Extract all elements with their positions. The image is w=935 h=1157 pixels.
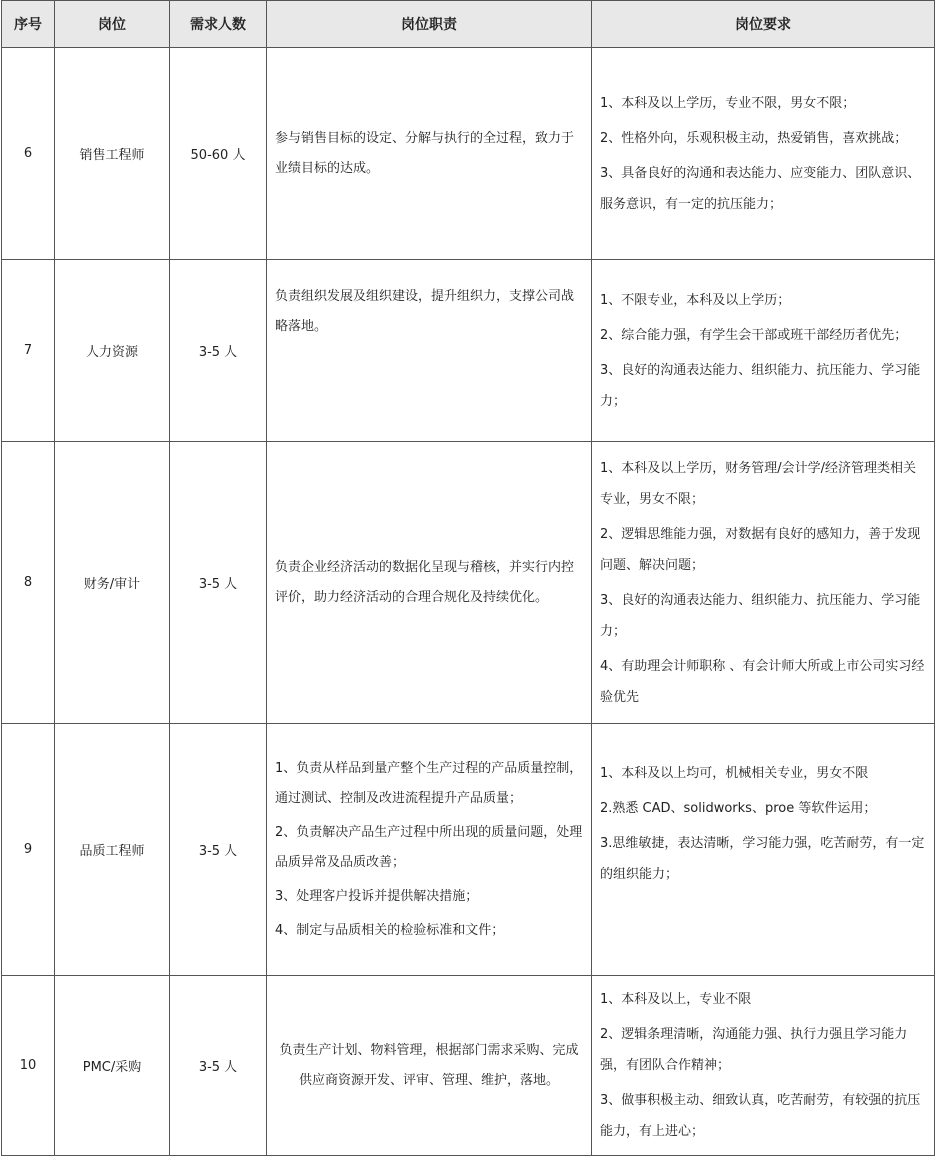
requirement-item: 3、做事积极主动、细致认真，吃苦耐劳，有较强的抗压能力，有上进心；	[600, 1093, 921, 1139]
row-duties	[267, 260, 592, 442]
duty-item: 3、处理客户投诉并提供解决措施；	[275, 888, 479, 904]
row-position: 财务/审计	[55, 442, 170, 724]
row-headcount: 50-60 人	[170, 48, 267, 260]
job-table	[1, 0, 935, 1156]
requirement-item: 2、性格外向，乐观积极主动，热爱销售，喜欢挑战；	[600, 130, 908, 146]
requirement-item: 1、本科及以上学历，财务管理/会计学/经济管理类相关专业，男女不限；	[600, 460, 917, 507]
requirement-item: 2、逻辑条理清晰，沟通能力强、执行力强且学习能力强，有团队合作精神；	[600, 1027, 908, 1073]
requirement-item: 1、本科及以上，专业不限	[600, 992, 752, 1007]
header-position: 岗位	[55, 1, 170, 48]
row-duties	[267, 976, 592, 1156]
requirement-item: 1、不限专业，本科及以上学历；	[600, 292, 791, 308]
row-position: 品质工程师	[55, 724, 170, 976]
row-requirements	[592, 976, 935, 1156]
requirement-item: 4、有助理会计师职称 、有会计师大所或上市公司实习经验优先	[600, 658, 925, 705]
row-requirements	[592, 260, 935, 442]
row-no: 7	[2, 260, 55, 442]
table-header-row	[2, 1, 935, 48]
header-headcount: 需求人数	[170, 1, 267, 48]
duty-text: 负责组织发展及组织建设，提升组织力，支撑公司战略落地。	[275, 289, 575, 334]
row-headcount: 3-5 人	[170, 724, 267, 976]
header-no: 序号	[2, 1, 55, 48]
row-headcount: 3-5 人	[170, 442, 267, 724]
row-headcount: 3-5 人	[170, 976, 267, 1156]
row-requirements	[592, 48, 935, 260]
row-headcount: 3-5 人	[170, 260, 267, 442]
header-requirements: 岗位要求	[592, 1, 935, 48]
row-duties	[267, 442, 592, 724]
row-requirements	[592, 442, 935, 724]
requirement-item: 3、良好的沟通表达能力、组织能力、抗压能力、学习能力；	[600, 362, 921, 409]
row-duties	[267, 724, 592, 976]
requirement-item: 3、具备良好的沟通和表达能力、应变能力、团队意识、服务意识，有一定的抗压能力；	[600, 165, 921, 212]
row-no: 9	[2, 724, 55, 976]
row-position: 人力资源	[55, 260, 170, 442]
row-no: 10	[2, 976, 55, 1156]
requirement-item: 1、本科及以上均可，机械相关专业，男女不限	[600, 766, 869, 781]
row-requirements	[592, 724, 935, 976]
table-row	[2, 442, 935, 724]
duty-text: 负责企业经济活动的数据化呈现与稽核，并实行内控评价，助力经济活动的合理合规化及持续优化。	[275, 559, 575, 605]
table-row	[2, 976, 935, 1156]
row-position: 销售工程师	[55, 48, 170, 260]
requirement-item: 2、综合能力强，有学生会干部或班干部经历者优先；	[600, 327, 908, 343]
requirement-item: 2.熟悉 CAD、solidworks、proe 等软件运用；	[600, 801, 877, 816]
table-row	[2, 260, 935, 442]
requirement-item: 3.思维敏捷，表达清晰，学习能力强，吃苦耐劳，有一定的组织能力；	[600, 836, 925, 882]
table-row	[2, 48, 935, 260]
requirement-item: 3、良好的沟通表达能力、组织能力、抗压能力、学习能力；	[600, 592, 921, 639]
requirement-item: 2、逻辑思维能力强，对数据有良好的感知力，善于发现问题、解决问题；	[600, 526, 921, 573]
duty-text: 负责生产计划、物料管理，根据部门需求采购、完成供应商资源开发、评审、管理、维护，落地。	[279, 1042, 579, 1088]
duty-text: 参与销售目标的设定、分解与执行的全过程，致力于业绩目标的达成。	[275, 130, 575, 176]
duty-item: 1、负责从样品到量产整个生产过程的产品质量控制，通过测试、控制及改进流程提升产品质量；	[275, 760, 583, 806]
table-row	[2, 724, 935, 976]
header-duties: 岗位职责	[267, 1, 592, 48]
row-no: 8	[2, 442, 55, 724]
duty-item: 2、负责解决产品生产过程中所出现的质量问题，处理品质异常及品质改善；	[275, 824, 583, 870]
row-no: 6	[2, 48, 55, 260]
duty-item: 4、制定与品质相关的检验标准和文件；	[275, 922, 505, 938]
requirement-item: 1、本科及以上学历，专业不限，男女不限；	[600, 95, 856, 111]
row-position: PMC/采购	[55, 976, 170, 1156]
row-duties	[267, 48, 592, 260]
